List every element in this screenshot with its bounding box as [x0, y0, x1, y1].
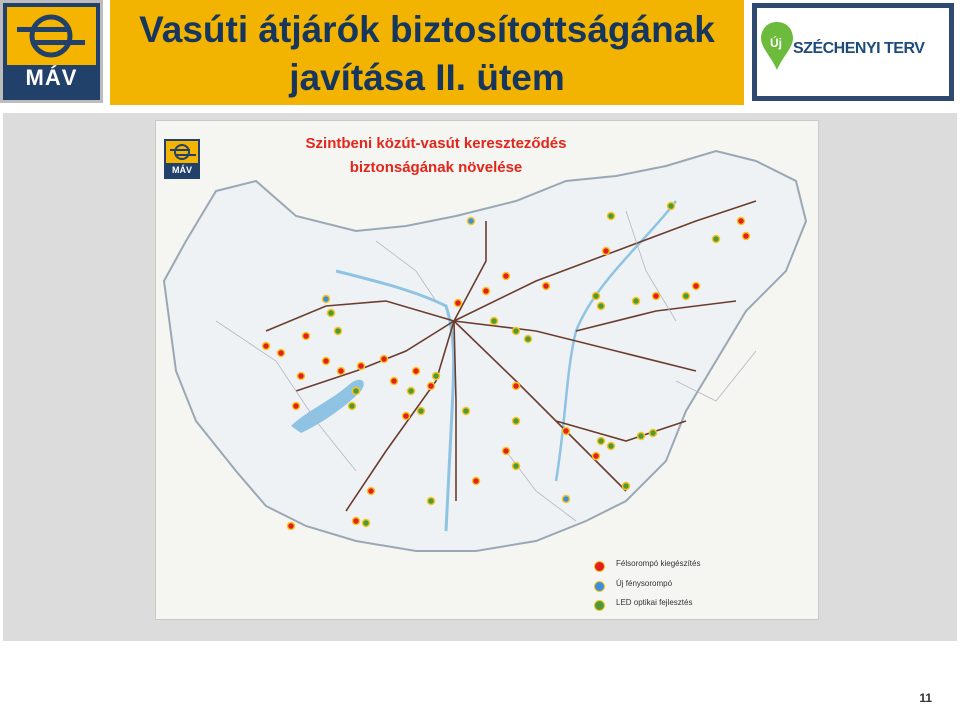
red-dot-icon [594, 561, 605, 572]
page-title: Vasúti átjárók biztosítottságának [139, 9, 715, 50]
blue-dot-icon [594, 581, 605, 592]
szechenyi-logo-text: SZÉCHENYI TERV [793, 40, 925, 57]
mav-logo-text: MÁV [25, 65, 78, 90]
map-title: Szintbeni közút-vasút kereszteződés [305, 135, 567, 152]
railway-crossing-map [155, 120, 819, 620]
legend-label: Félsorompó kiegészítés [616, 559, 701, 568]
mav-logo [0, 0, 103, 103]
map-subtitle: biztonságának növelése [349, 159, 523, 176]
legend-label: LED optikai fejlesztés [616, 598, 693, 607]
page-number: 11 [919, 691, 932, 705]
page-subtitle: javítása II. ütem [289, 57, 565, 98]
legend-label: Új fénysorompó [616, 579, 673, 588]
szechenyi-terv-logo [752, 3, 954, 101]
mav-logo-emblem [7, 7, 96, 65]
map-graphic [156, 121, 818, 619]
green-dot-icon [594, 600, 605, 611]
title-banner [110, 0, 744, 105]
szechenyi-badge: Új [770, 36, 782, 50]
inset-mav-text: MÁV [172, 165, 192, 175]
